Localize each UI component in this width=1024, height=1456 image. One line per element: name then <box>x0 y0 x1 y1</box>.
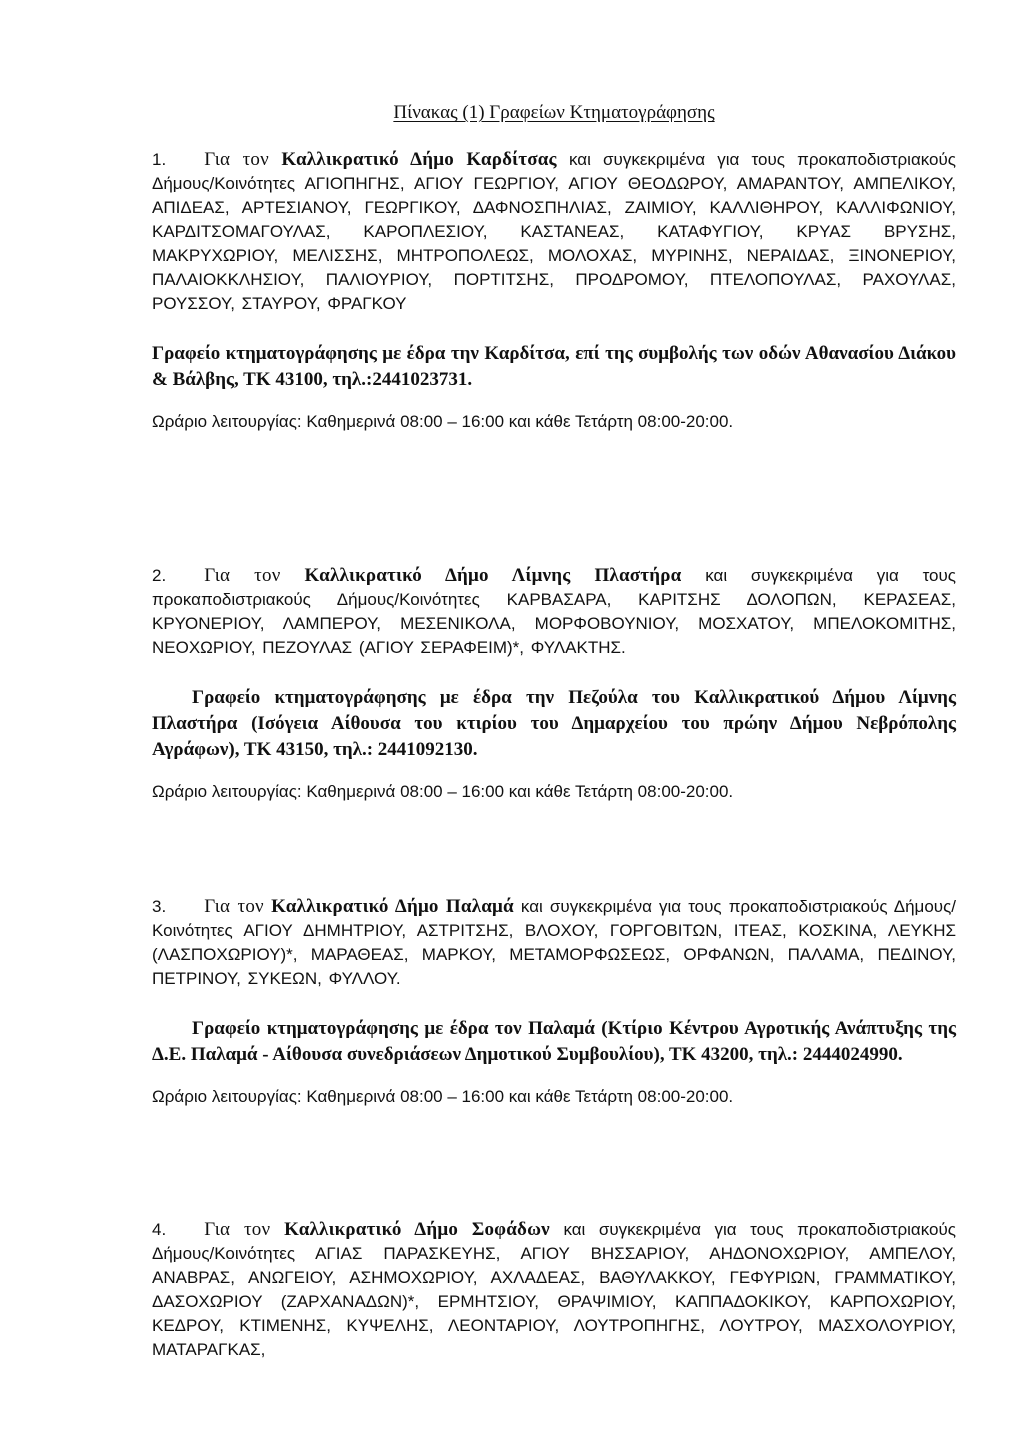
document-page <box>152 0 956 1456</box>
office-address: Γραφείο κτηματογράφησης με έδρα τον Παλαμά (Κτίριο Κέντρου Αγροτικής Ανάπτυξης της Δ.Ε. Παλαμά - Αίθουσα συνεδριάσεων Δημοτικού Συμβουλίου), ΤΚ 43200, τηλ.: 2444024990. <box>152 1018 956 1065</box>
municipality-section <box>152 148 956 434</box>
lead-prefix: Για τον <box>204 149 269 170</box>
municipality-section <box>152 564 956 804</box>
opening-hours: Ωράριο λειτουργίας: Καθημερινά 08:00 – 16:00 και κάθε Τετάρτη 08:00-20:00. <box>152 1087 734 1106</box>
section-intro <box>152 895 956 991</box>
section-lead <box>204 149 557 170</box>
section-number: 3. <box>152 897 167 916</box>
lead-prefix: Για τον <box>204 565 281 586</box>
page-title: Πίνακας (1) Γραφείων Κτηματογράφησης <box>393 102 715 123</box>
office-address: Γραφείο κτηματογράφησης με έδρα την Πεζούλα του Καλλικρατικού Δήμου Λίμνης Πλαστήρα (Ισόγεια Αίθουσα του κτιρίου του Δημαρχείου του πρώην Δήμου Νεβρόπολης Αγράφων), ΤΚ 43150, τηλ.: 2441092130. <box>152 687 956 760</box>
section-intro <box>152 148 956 316</box>
office-address: Γραφείο κτηματογράφησης με έδρα την Καρδίτσα, επί της συμβολής των οδών Αθανασίου Διάκου & Βάλβης, ΤΚ 43100, τηλ.:2441023731. <box>152 343 956 390</box>
lead-prefix: Για τον <box>204 896 264 917</box>
section-number: 2. <box>152 566 167 585</box>
opening-hours: Ωράριο λειτουργίας: Καθημερινά 08:00 – 16:00 και κάθε Τετάρτη 08:00-20:00. <box>152 782 734 801</box>
municipality-name: Καλλικρατικό Δήμο Παλαμά <box>271 896 514 917</box>
municipality-name: Καλλικρατικό Δήμο Καρδίτσας <box>281 149 557 170</box>
section-lead <box>204 1219 550 1240</box>
communities-list: και συγκεκριμένα για τους προκαποδιστριακούς Δήμους/Κοινότητες ΑΓΙΟΥ ΔΗΜΗΤΡΙΟΥ, ΑΣΤΡΙΤΣΗΣ, ΒΛΟΧΟΥ, ΓΟΡΓΟΒΙΤΩΝ, ΙΤΕΑΣ, ΚΟΣΚΙΝΑ, ΛΕΥΚΗΣ (ΛΑΣΠΟΧΩΡΙΟΥ)*, ΜΑΡΑΘΕΑΣ, ΜΑΡΚΟΥ, ΜΕΤΑΜΟΡΦΩΣΕΩΣ, ΟΡΦΑΝΩΝ, ΠΑΛΑΜΑ, ΠΕΔΙΝΟΥ, ΠΕΤΡΙΝΟΥ, ΣΥΚΕΩΝ, ΦΥΛΛΟΥ. <box>152 897 956 988</box>
section-intro <box>152 1218 956 1362</box>
communities-list: και συγκεκριμένα για τους προκαποδιστριακούς Δήμους/Κοινότητες ΑΓΙΑΣ ΠΑΡΑΣΚΕΥΗΣ, ΑΓΙΟΥ ΒΗΣΣΑΡΙΟΥ, ΑΗΔΟΝΟΧΩΡΙΟΥ, ΑΜΠΕΛΟΥ, ΑΝΑΒΡΑΣ, ΑΝΩΓΕΙΟΥ, ΑΣΗΜΟΧΩΡΙΟΥ, ΑΧΛΑΔΕΑΣ, ΒΑΘΥΛΑΚΚΟΥ, ΓΕΦΥΡΙΩΝ, ΓΡΑΜΜΑΤΙΚΟΥ, ΔΑΣΟΧΩΡΙΟΥ (ΖΑΡΧΑΝΑΔΩΝ)*, ΕΡΜΗΤΣΙΟΥ, ΘΡΑΨΙΜΙΟΥ, ΚΑΠΠΑΔΟΚΙΚΟΥ, ΚΑΡΠΟΧΩΡΙΟΥ, ΚΕΔΡΟΥ, ΚΤΙΜΕΝΗΣ, ΚΥΨΕΛΗΣ, ΛΕΟΝΤΑΡΙΟΥ, ΛΟΥΤΡΟΠΗΓΗΣ, ΛΟΥΤΡΟΥ, ΜΑΣΧΟΛΟΥΡΙΟΥ, ΜΑΤΑΡΑΓΚΑΣ, <box>152 1220 956 1359</box>
section-number: 4. <box>152 1220 167 1239</box>
communities-list: και συγκεκριμένα για τους προκαποδιστριακούς Δήμους/Κοινότητες ΚΑΡΒΑΣΑΡΑ, ΚΑΡΙΤΣΗΣ ΔΟΛΟΠΩΝ, ΚΕΡΑΣΕΑΣ, ΚΡΥΟΝΕΡΙΟΥ, ΛΑΜΠΕΡΟΥ, ΜΕΣΕΝΙΚΟΛΑ, ΜΟΡΦΟΒΟΥΝΙΟΥ, ΜΟΣΧΑΤΟΥ, ΜΠΕΛΟΚΟΜΙΤΗΣ, ΝΕΟΧΩΡΙΟΥ, ΠΕΖΟΥΛΑΣ (ΑΓΙΟΥ ΣΕΡΑΦΕΙΜ)*, ΦΥΛΑΚΤΗΣ. <box>152 566 956 657</box>
municipality-section <box>152 895 956 1109</box>
section-intro <box>152 564 956 660</box>
section-lead <box>204 565 681 586</box>
municipality-name: Καλλικρατικό Δήμο Λίμνης Πλαστήρα <box>304 565 682 586</box>
municipality-section <box>152 1218 956 1362</box>
section-number: 1. <box>152 150 167 169</box>
communities-list: και συγκεκριμένα για τους προκαποδιστριακούς Δήμους/Κοινότητες ΑΓΙΟΠΗΓΗΣ, ΑΓΙΟΥ ΓΕΩΡΓΙΟΥ, ΑΓΙΟΥ ΘΕΟΔΩΡΟΥ, ΑΜΑΡΑΝΤΟΥ, ΑΜΠΕΛΙΚΟΥ, ΑΠΙΔΕΑΣ, ΑΡΤΕΣΙΑΝΟΥ, ΓΕΩΡΓΙΚΟΥ, ΔΑΦΝΟΣΠΗΛΙΑΣ, ΖΑΙΜΙΟΥ, ΚΑΛΛΙΘΗΡΟΥ, ΚΑΛΛΙΦΩΝΙΟΥ, ΚΑΡΔΙΤΣΟΜΑΓΟΥΛΑΣ, ΚΑΡΟΠΛΕΣΙΟΥ, ΚΑΣΤΑΝΕΑΣ, ΚΑΤΑΦΥΓΙΟΥ, ΚΡΥΑΣ ΒΡΥΣΗΣ, ΜΑΚΡΥΧΩΡΙΟΥ, ΜΕΛΙΣΣΗΣ, ΜΗΤΡΟΠΟΛΕΩΣ, ΜΟΛΟΧΑΣ, ΜΥΡΙΝΗΣ, ΝΕΡΑΙΔΑΣ, ΞΙΝΟΝΕΡΙΟΥ, ΠΑΛΑΙΟΚΚΛΗΣΙΟΥ, ΠΑΛΙΟΥΡΙΟΥ, ΠΟΡΤΙΤΣΗΣ, ΠΡΟΔΡΟΜΟΥ, ΠΤΕΛΟΠΟΥΛΑΣ, ΡΑΧΟΥΛΑΣ, ΡΟΥΣΣΟΥ, ΣΤΑΥΡΟΥ, ΦΡΑΓΚΟΥ <box>152 150 957 313</box>
municipality-name: Καλλικρατικό Δήμο Σοφάδων <box>284 1219 550 1240</box>
section-lead <box>204 896 514 917</box>
opening-hours: Ωράριο λειτουργίας: Καθημερινά 08:00 – 16:00 και κάθε Τετάρτη 08:00-20:00. <box>152 412 734 431</box>
lead-prefix: Για τον <box>204 1219 271 1240</box>
